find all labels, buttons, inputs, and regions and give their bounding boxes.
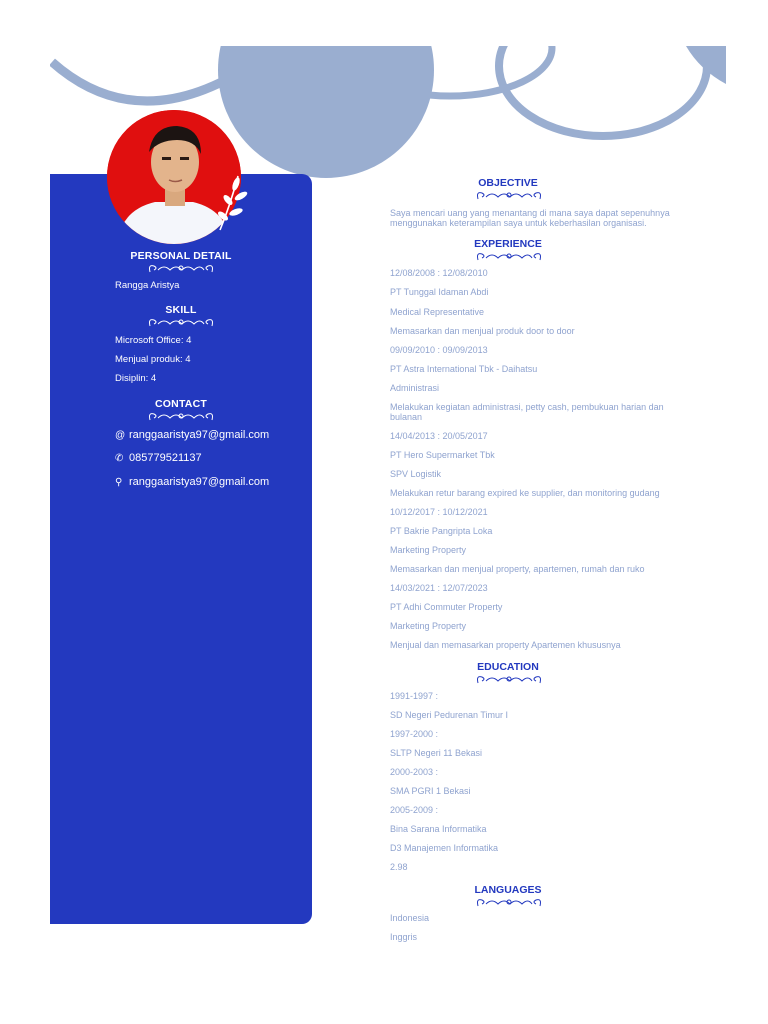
- experience-company: PT Tunggal Idaman Abdi: [390, 287, 489, 297]
- experience-heading: EXPERIENCE: [474, 238, 542, 250]
- skill-item: Menjual produk: 4: [115, 354, 191, 365]
- ornament-divider-icon: [146, 262, 216, 274]
- sidebar-panel: [50, 174, 312, 924]
- person-name: Rangga Aristya: [115, 280, 180, 291]
- experience-role: Marketing Property: [390, 545, 467, 555]
- objective-text: Saya mencari uang yang menantang di mana saya dapat sepenuhnya menggunakan keterampilan saya untuk keberhasilan organisasi.: [390, 208, 670, 228]
- personal-detail-heading: PERSONAL DETAIL: [130, 250, 232, 262]
- education-item: SLTP Negeri 11 Bekasi: [390, 748, 483, 758]
- experience-period: 14/03/2021 : 12/07/2023: [390, 583, 488, 593]
- experience-description: Melakukan retur barang expired ke supplier, dan monitoring gudang: [390, 488, 660, 498]
- contact-address[interactable]: [115, 476, 269, 488]
- experience-role: Medical Representative: [390, 307, 485, 317]
- contact-email-text: ranggaaristya97@gmail.com: [129, 429, 270, 441]
- skill-heading: SKILL: [165, 304, 197, 316]
- objective-heading: OBJECTIVE: [478, 177, 538, 189]
- experience-description: Memasarkan dan menjual produk door to door: [390, 326, 575, 336]
- ornament-divider-icon: [474, 250, 544, 262]
- at-icon: @: [115, 429, 126, 441]
- experience-period: 09/09/2010 : 09/09/2013: [390, 345, 488, 355]
- education-item: Bina Sarana Informatika: [390, 824, 487, 834]
- education-item: SMA PGRI 1 Bekasi: [390, 786, 471, 796]
- phone-icon: ✆: [115, 452, 124, 464]
- ornament-divider-icon: [474, 673, 544, 685]
- ornament-divider-icon: [474, 189, 544, 201]
- experience-description: Memasarkan dan menjual property, apartemen, rumah dan ruko: [390, 564, 645, 574]
- skill-item: Disiplin: 4: [115, 373, 157, 384]
- contact-heading: CONTACT: [155, 398, 207, 410]
- contact-address-text: ranggaaristya97@gmail.com: [129, 476, 270, 488]
- education-item: 1997-2000 :: [390, 729, 439, 739]
- experience-company: PT Adhi Commuter Property: [390, 602, 503, 612]
- experience-company: PT Hero Supermarket Tbk: [390, 450, 495, 460]
- education-item: D3 Manajemen Informatika: [390, 843, 499, 853]
- education-item: 1991-1997 :: [390, 691, 439, 701]
- languages-heading: LANGUAGES: [474, 884, 542, 896]
- contact-phone-text: 085779521137: [129, 452, 202, 464]
- experience-company: PT Bakrie Pangripta Loka: [390, 526, 493, 536]
- contact-phone[interactable]: [115, 452, 202, 464]
- experience-role: Administrasi: [390, 383, 440, 393]
- ornament-divider-icon: [474, 896, 544, 908]
- experience-role: Marketing Property: [390, 621, 467, 631]
- experience-period: 12/08/2008 : 12/08/2010: [390, 268, 488, 278]
- experience-period: 14/04/2013 : 20/05/2017: [390, 431, 488, 441]
- ornament-divider-icon: [146, 410, 216, 422]
- experience-description: Menjual dan memasarkan property Apartemen khususnya: [390, 640, 621, 650]
- language-item: Indonesia: [390, 913, 430, 923]
- experience-description: Melakukan kegiatan administrasi, petty cash, pembukuan harian dan bulanan: [390, 402, 664, 422]
- education-item: 2005-2009 :: [390, 805, 439, 815]
- language-item: Inggris: [390, 932, 418, 942]
- contact-email[interactable]: [115, 429, 269, 441]
- experience-period: 10/12/2017 : 10/12/2021: [390, 507, 488, 517]
- education-heading: EDUCATION: [477, 661, 539, 673]
- experience-role: SPV Logistik: [390, 469, 442, 479]
- education-item: 2000-2003 :: [390, 767, 439, 777]
- skill-item: Microsoft Office: 4: [115, 335, 192, 346]
- education-item: 2.98: [390, 862, 408, 872]
- ornament-divider-icon: [146, 316, 216, 328]
- location-pin-icon: ⚲: [115, 476, 123, 488]
- experience-company: PT Astra International Tbk - Daihatsu: [390, 364, 538, 374]
- leaf-ornament-icon: [214, 170, 248, 234]
- education-item: SD Negeri Pedurenan Timur I: [390, 710, 509, 720]
